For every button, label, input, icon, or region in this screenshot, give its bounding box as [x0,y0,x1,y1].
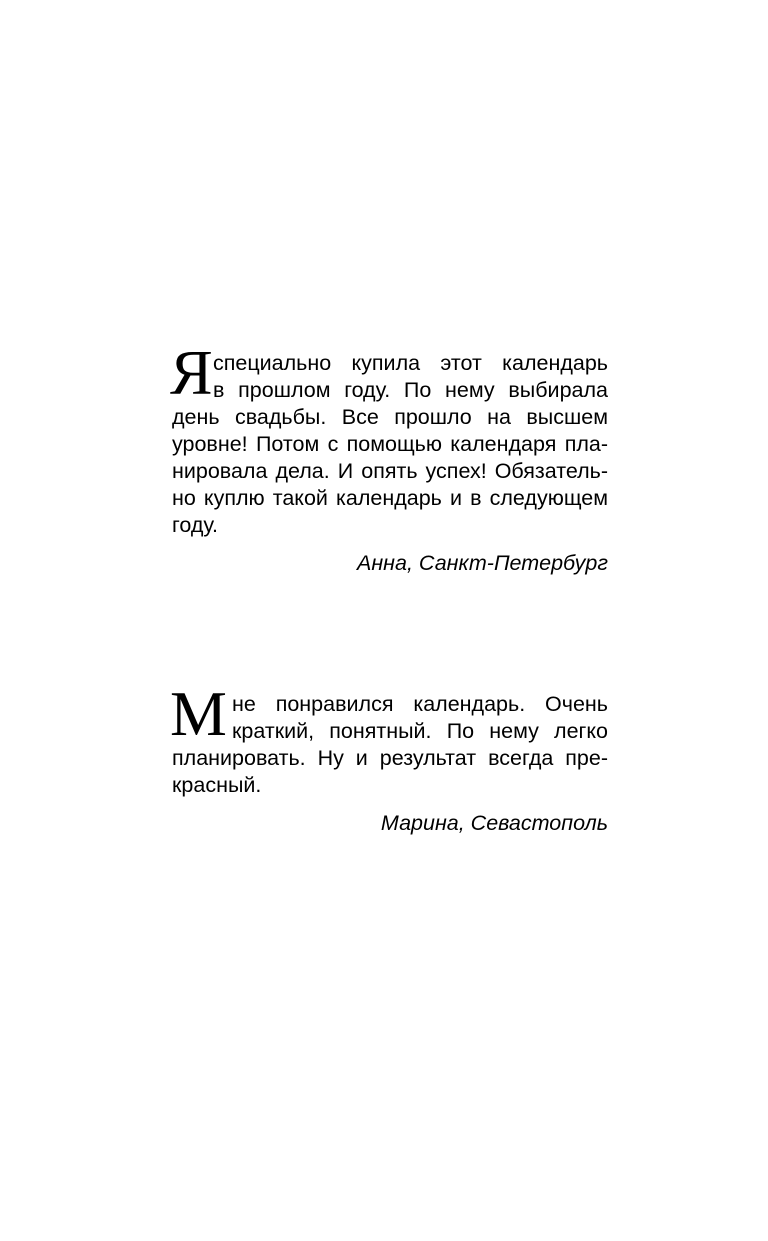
text-line: нировала дела. И опять успех! Обязатель- [172,459,608,483]
text-line: специально купила этот календарь [213,351,608,375]
text-line: краткий, понятный. По нему легко [232,719,608,743]
text-line: уровне! Потом с помощью календаря пла- [172,432,608,456]
drop-cap-letter: М [170,678,227,749]
author-signature: Анна, Санкт-Петербург [357,551,608,575]
testimonial-body [170,678,608,799]
text-line: не понравился календарь. Очень [232,692,608,716]
text-line: день свадьбы. Все прошло на высшем [172,405,608,429]
drop-cap-letter: Я [170,337,213,408]
text-line: красный. [172,773,262,797]
testimonial-1 [170,337,608,576]
text-line: году. [172,513,218,537]
text-line: планировать. Ну и результат всегда пре- [172,746,608,770]
author-signature: Марина, Севастополь [380,811,608,835]
text-line: в прошлом году. По нему выбирала [213,378,608,402]
testimonial-body [170,337,608,539]
testimonial-2 [170,678,608,836]
text-line: но куплю такой календарь и в следующем [172,486,608,510]
